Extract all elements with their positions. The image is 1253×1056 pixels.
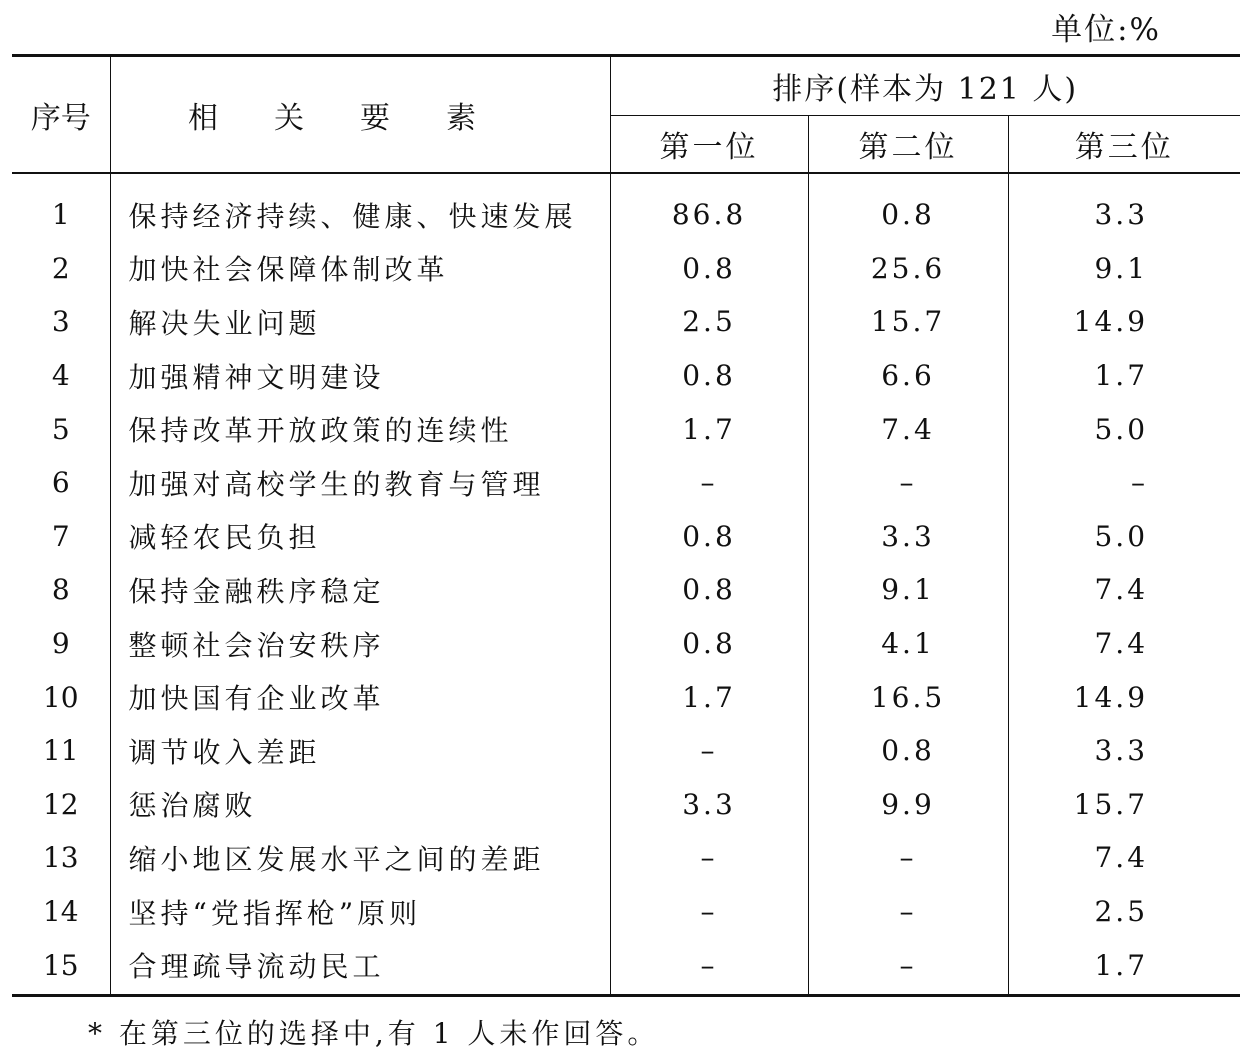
seq-cell: 7 [12,510,110,564]
table-row [12,938,1240,995]
table-row [12,617,1240,671]
rank-second-cell: 0.8 [808,173,1008,242]
seq-cell: 4 [12,349,110,403]
rank-first-cell: 3.3 [610,778,808,832]
rank-first-cell: 86.8 [610,173,808,242]
seq-cell: 11 [12,724,110,778]
seq-cell: 5 [12,402,110,456]
rank-second-cell: 0.8 [808,724,1008,778]
factor-cell: 解决失业问题 [128,306,321,340]
seq-cell: 6 [12,456,110,510]
table-row [12,510,1240,564]
header-rank-group: 排序(样本为 121 人) [610,56,1240,116]
rank-third-cell: 15.7 [1008,778,1240,832]
factor-cell: 加快国有企业改革 [128,682,385,716]
rank-second-cell: 25.6 [808,242,1008,296]
header-rank-second: 第二位 [808,116,1008,174]
rank-second-cell: 6.6 [808,349,1008,403]
table-row [12,670,1240,724]
factor-cell: 保持改革开放政策的连续性 [128,414,513,448]
table-row [12,831,1240,885]
seq-cell: 13 [12,831,110,885]
rank-third-cell: 7.4 [1008,617,1240,671]
rank-second-cell: – [808,831,1008,885]
rank-first-cell: 0.8 [610,510,808,564]
rank-third-cell: 7.4 [1008,563,1240,617]
rank-third-cell: 14.9 [1008,295,1240,349]
seq-cell: 3 [12,295,110,349]
table-row [12,242,1240,296]
rank-third-cell: – [1008,456,1240,510]
seq-cell: 14 [12,885,110,939]
table-row [12,778,1240,832]
rank-third-cell: 1.7 [1008,349,1240,403]
rank-second-cell: 3.3 [808,510,1008,564]
factor-cell: 减轻农民负担 [128,521,321,555]
rank-third-cell: 3.3 [1008,173,1240,242]
rank-first-cell: 0.8 [610,617,808,671]
rank-first-cell: – [610,456,808,510]
rank-first-cell: 1.7 [610,402,808,456]
header-factor: 相关要素 [110,56,610,174]
rank-third-cell: 5.0 [1008,510,1240,564]
table-row [12,724,1240,778]
factor-cell: 坚持“党指挥枪”原则 [128,896,422,930]
rank-first-cell: – [610,831,808,885]
table-row [12,456,1240,510]
header-seq: 序号 [12,56,110,174]
rank-second-cell: 16.5 [808,670,1008,724]
factor-cell: 保持经济持续、健康、快速发展 [128,199,577,233]
footnote: * 在第三位的选择中,有 1 人未作回答。 [88,1017,660,1050]
factor-cell: 保持金融秩序稳定 [128,574,385,608]
rank-second-cell: – [808,456,1008,510]
header-rank-third: 第三位 [1008,116,1240,174]
seq-cell: 15 [12,938,110,995]
factor-cell: 调节收入差距 [128,735,321,769]
rank-first-cell: 1.7 [610,670,808,724]
factor-cell: 加快社会保障体制改革 [128,253,449,287]
table-body [12,173,1240,995]
rank-second-cell: 9.1 [808,563,1008,617]
rank-first-cell: – [610,885,808,939]
rank-third-cell: 2.5 [1008,885,1240,939]
table-row [12,349,1240,403]
table-row [12,295,1240,349]
header-rank-first: 第一位 [610,116,808,174]
rank-second-cell: – [808,938,1008,995]
seq-cell: 8 [12,563,110,617]
rank-third-cell: 1.7 [1008,938,1240,995]
factor-cell: 整顿社会治安秩序 [128,628,385,662]
rank-second-cell: 9.9 [808,778,1008,832]
ranking-table [12,54,1240,997]
seq-cell: 12 [12,778,110,832]
factor-cell: 惩治腐败 [128,789,257,823]
table-row [12,402,1240,456]
table-row [12,885,1240,939]
rank-first-cell: 0.8 [610,242,808,296]
table-row [12,563,1240,617]
rank-first-cell: 2.5 [610,295,808,349]
seq-cell: 10 [12,670,110,724]
rank-first-cell: – [610,724,808,778]
rank-second-cell: 15.7 [808,295,1008,349]
rank-second-cell: 7.4 [808,402,1008,456]
rank-third-cell: 5.0 [1008,402,1240,456]
factor-cell: 加强对高校学生的教育与管理 [128,467,545,501]
unit-label: 单位:% [1051,12,1161,48]
rank-second-cell: – [808,885,1008,939]
seq-cell: 1 [12,173,110,242]
rank-first-cell: 0.8 [610,349,808,403]
seq-cell: 9 [12,617,110,671]
rank-third-cell: 14.9 [1008,670,1240,724]
header-row-top [12,56,1240,116]
rank-first-cell: – [610,938,808,995]
rank-third-cell: 9.1 [1008,242,1240,296]
factor-cell: 加强精神文明建设 [128,360,385,394]
table-row [12,173,1240,242]
factor-cell: 缩小地区发展水平之间的差距 [128,842,545,876]
rank-first-cell: 0.8 [610,563,808,617]
rank-second-cell: 4.1 [808,617,1008,671]
rank-third-cell: 7.4 [1008,831,1240,885]
seq-cell: 2 [12,242,110,296]
rank-third-cell: 3.3 [1008,724,1240,778]
factor-cell: 合理疏导流动民工 [110,938,610,995]
